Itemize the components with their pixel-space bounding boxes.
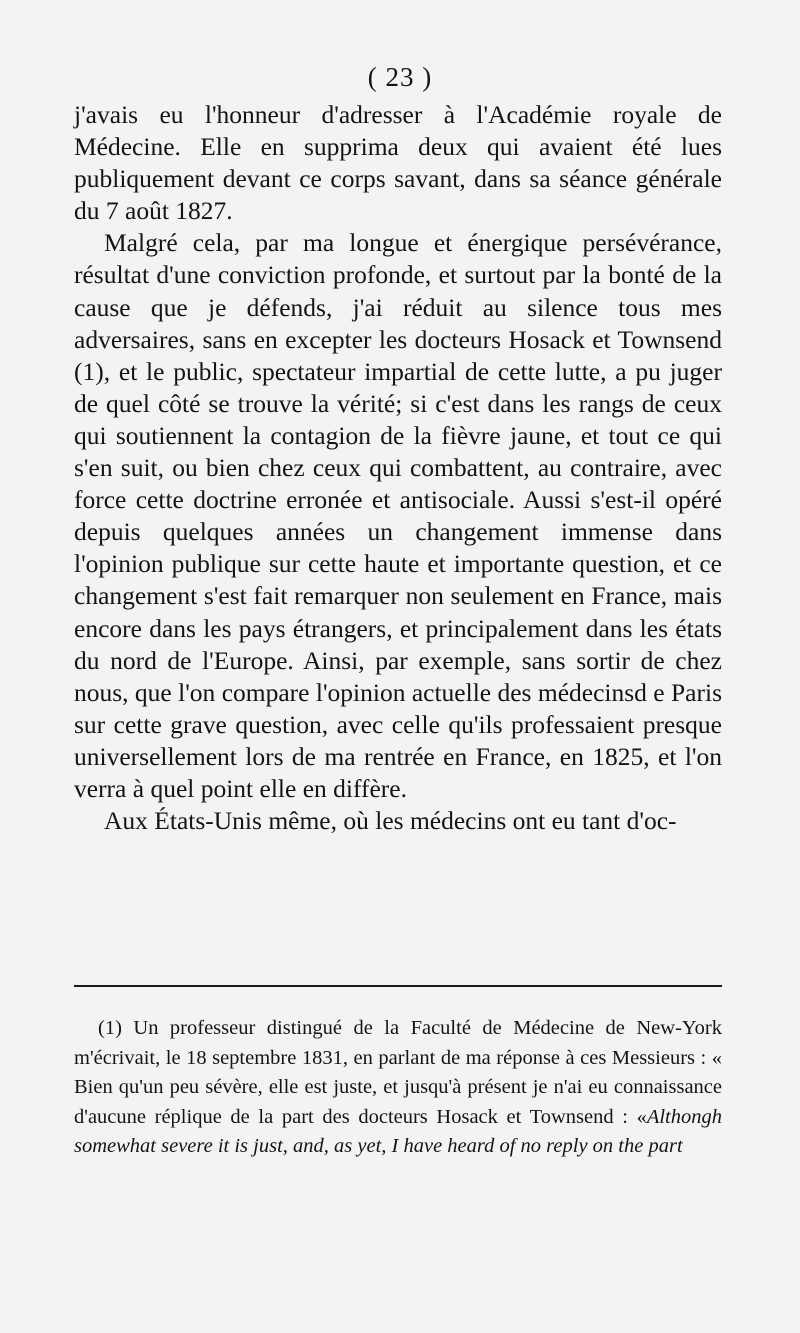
paragraph-main: Malgré cela, par ma longue et énergique persévérance, résultat d'une conviction profonde, et surtout par la bonté de la cause que je défends, j'ai réduit au silence tous mes adversaires, sans en excepter les docteurs Hosack et Townsend (1), et le public, spectateur impartial de cette lutte, a pu juger de quel côté se trouve la vérité; si c'est dans les rangs de ceux qui soutiennent la contagion de la fièvre jaune, et tout ce qui s'en suit, ou bien chez ceux qui combattent, au contraire, avec force cette doctrine erronée et antisociale. Aussi s'est-il opéré depuis quelques années un changement immense dans l'opinion publique sur cette haute et importante question, et ce changement s'est fait remarquer non seulement en France, mais encore dans les pays étrangers, et principalement dans les états du nord de l'Europe. Ainsi, par exemple, sans sortir de chez nous, que l'on compare l'opinion actuelle des médecinsd e Paris sur cette grave question, avec celle qu'ils professaient presque universellement lors de ma rentrée en France, en 1825, et l'on verra à quel point elle en diffère.	[74, 228, 722, 803]
footnote	[74, 1014, 722, 1162]
paragraph-final: Aux États-Unis même, où les médecins ont eu tant d'oc-	[104, 806, 677, 836]
footnote-paragraph	[74, 1014, 722, 1162]
footnote-separator	[74, 985, 722, 987]
footnote-text: (1) Un professeur distingué de la Faculté de Médecine de New-York m'écrivait, le 18 septembre 1831, en parlant de ma réponse à ces Messieurs : « Bien qu'un peu sévère, elle est juste, et jusqu'à présent je n'ai eu connaissance d'aucune réplique de la part des docteurs Hosack et Townsend : «	[74, 1017, 722, 1128]
footnote-english-quote: Althongh somewhat severe it is just, and, as yet, I have heard of no reply on the part	[74, 1105, 722, 1157]
paragraph-continuation: j'avais eu l'honneur d'adresser à l'Académie royale de Médecine. Elle en supprima deux qui avaient été lues publiquement devant ce corps savant, dans sa séance générale du 7 août 1827.	[74, 100, 722, 226]
page-number: ( 23 )	[367, 62, 433, 92]
main-text	[74, 99, 722, 837]
